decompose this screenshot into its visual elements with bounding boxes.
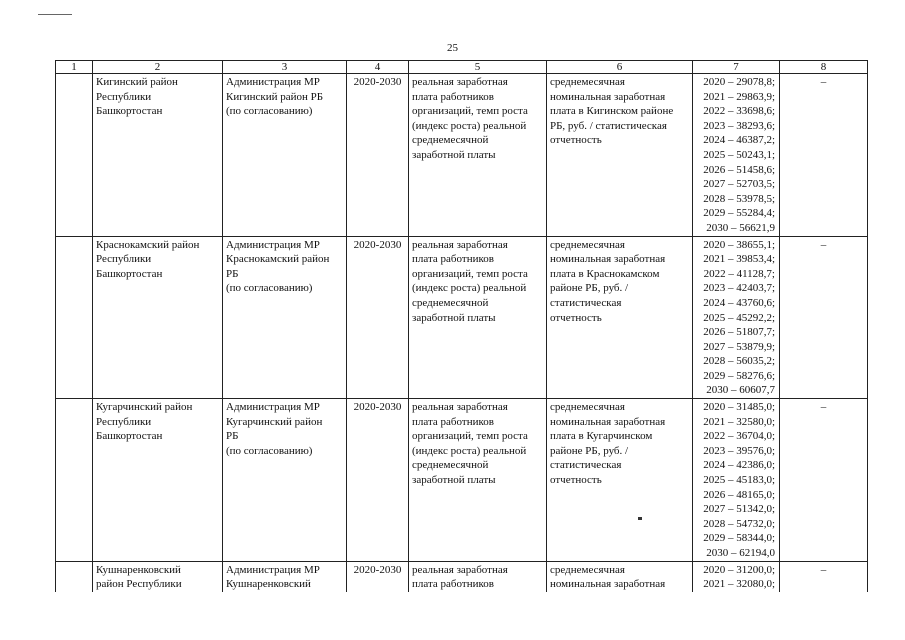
target-value: 2026 – 48165,0; (703, 488, 775, 501)
measure-line: плата в Кигинском районе (550, 105, 674, 118)
target-value: 2027 – 52703,5; (703, 178, 775, 191)
measure-line: среднемесячная (550, 76, 625, 88)
column-header: 2 (93, 61, 223, 74)
targets-cell (693, 561, 780, 592)
measure-line: плата в Кугарчинском (550, 430, 653, 443)
district-line: Башкортостан (96, 430, 163, 443)
target-value: 2027 – 51342,0; (703, 503, 775, 516)
target-value: 2028 – 53978,5; (703, 192, 775, 205)
target-value: 2020 – 29078,8; (703, 76, 775, 88)
measure-line: среднемесячная (550, 563, 625, 576)
targets-cell (693, 74, 780, 237)
district-cell (93, 236, 223, 399)
indicator-line: плата работников (412, 90, 494, 103)
indicator-line: (индекс роста) реальной (412, 119, 527, 132)
note-cell: – (780, 561, 868, 592)
district-line: район Республики (96, 578, 182, 591)
measure-line: отчетность (550, 134, 602, 147)
target-value: 2030 – 56621,9 (706, 221, 775, 234)
executor-line: (по согласованию) (226, 105, 313, 118)
period-cell: 2020-2030 (347, 399, 409, 562)
column-header: 7 (693, 61, 780, 74)
indicator-line: среднемесячной (412, 296, 489, 309)
target-value: 2029 – 58344,0; (703, 532, 775, 545)
executor-line: Кигинский район РБ (226, 90, 324, 103)
district-line: Башкортостан (96, 267, 163, 280)
indicator-line: реальная заработная (412, 401, 508, 414)
indicator-line: организаций, темп роста (412, 267, 528, 280)
measure-line: районе РБ, руб. / (550, 444, 629, 457)
target-value: 2030 – 60607,7 (706, 384, 775, 397)
measure-line: среднемесячная (550, 401, 625, 414)
district-line: Республики (96, 253, 152, 266)
target-value: 2025 – 45292,2; (703, 311, 775, 324)
column-header: 3 (223, 61, 347, 74)
indicator-line: организаций, темп роста (412, 105, 528, 118)
target-value: 2029 – 58276,6; (703, 369, 775, 382)
executor-cell (223, 561, 347, 592)
target-value: 2022 – 33698,6; (703, 105, 775, 118)
measure-line: номинальная заработная (550, 253, 666, 266)
column-header: 5 (409, 61, 547, 74)
indicator-line: заработной платы (412, 474, 496, 487)
target-value: 2021 – 39853,4; (703, 253, 775, 266)
executor-cell (223, 399, 347, 562)
row-number-cell (56, 561, 93, 592)
executor-line: Кушнаренковский (226, 578, 311, 591)
district-line: Краснокамский район (96, 238, 200, 251)
indicator-cell (409, 74, 547, 237)
district-line: Республики (96, 90, 152, 103)
target-value: 2020 – 38655,1; (703, 238, 775, 251)
executor-line: Администрация МР (226, 563, 320, 576)
district-line: Республики (96, 415, 152, 428)
measure-line: номинальная заработная (550, 578, 666, 591)
indicator-line: реальная заработная (412, 563, 508, 576)
target-value: 2025 – 50243,1; (703, 148, 775, 161)
header-row (56, 61, 868, 74)
target-value: 2021 – 32080,0; (703, 578, 775, 591)
target-value: 2020 – 31485,0; (703, 401, 775, 414)
target-value: 2023 – 39576,0; (703, 444, 775, 457)
program-table (55, 60, 868, 592)
table-row (56, 561, 868, 592)
indicator-line: плата работников (412, 578, 494, 591)
indicator-line: реальная заработная (412, 76, 508, 88)
scan-artifact-dot (638, 517, 642, 520)
column-header: 6 (547, 61, 693, 74)
target-value: 2022 – 41128,7; (703, 267, 775, 280)
table-row (56, 236, 868, 399)
indicator-line: организаций, темп роста (412, 430, 528, 443)
target-value: 2024 – 43760,6; (703, 296, 775, 309)
target-value: 2020 – 31200,0; (703, 563, 775, 576)
executor-cell (223, 236, 347, 399)
measure-cell (547, 399, 693, 562)
target-value: 2028 – 54732,0; (703, 517, 775, 530)
indicator-line: реальная заработная (412, 238, 508, 251)
district-line: Кушнаренковский (96, 563, 181, 576)
indicator-line: среднемесячной (412, 134, 489, 147)
indicator-line: заработной платы (412, 311, 496, 324)
column-header: 4 (347, 61, 409, 74)
indicator-line: плата работников (412, 253, 494, 266)
district-cell (93, 561, 223, 592)
column-header: 1 (56, 61, 93, 74)
period-cell: 2020-2030 (347, 561, 409, 592)
column-header: 8 (780, 61, 868, 74)
target-value: 2028 – 56035,2; (703, 355, 775, 368)
targets-cell (693, 399, 780, 562)
indicator-line: (индекс роста) реальной (412, 444, 527, 457)
measure-line: отчетность (550, 474, 602, 487)
executor-line: Администрация МР (226, 238, 320, 251)
target-value: 2029 – 55284,4; (703, 207, 775, 220)
executor-cell (223, 74, 347, 237)
row-number-cell (56, 399, 93, 562)
district-line: Кигинский район (96, 76, 178, 88)
note-cell: – (780, 399, 868, 562)
executor-line: Администрация МР (226, 76, 320, 88)
target-value: 2024 – 42386,0; (703, 459, 775, 472)
target-value: 2025 – 45183,0; (703, 474, 775, 487)
executor-line: РБ (226, 267, 239, 280)
period-cell: 2020-2030 (347, 236, 409, 399)
target-value: 2021 – 29863,9; (703, 90, 775, 103)
targets-cell (693, 236, 780, 399)
executor-line: Администрация МР (226, 401, 320, 414)
measure-line: номинальная заработная (550, 415, 666, 428)
target-value: 2027 – 53879,9; (703, 340, 775, 353)
district-line: Кугарчинский район (96, 401, 193, 414)
scan-artifact-line (38, 14, 72, 15)
measure-line: отчетность (550, 311, 602, 324)
measure-line: плата в Краснокамском (550, 267, 660, 280)
target-value: 2023 – 38293,6; (703, 119, 775, 132)
district-cell (93, 74, 223, 237)
indicator-cell (409, 236, 547, 399)
indicator-cell (409, 399, 547, 562)
indicator-line: (индекс роста) реальной (412, 282, 527, 295)
measure-cell (547, 74, 693, 237)
indicator-cell (409, 561, 547, 592)
district-cell (93, 399, 223, 562)
indicator-line: среднемесячной (412, 459, 489, 472)
page-number: 25 (447, 42, 458, 54)
target-value: 2022 – 36704,0; (703, 430, 775, 443)
target-value: 2026 – 51807,7; (703, 326, 775, 339)
measure-line: РБ, руб. / статистическая (550, 119, 667, 132)
measure-line: среднемесячная (550, 238, 625, 251)
note-cell: – (780, 236, 868, 399)
executor-line: Кугарчинский район (226, 415, 323, 428)
measure-line: статистическая (550, 459, 622, 472)
target-value: 2030 – 62194,0 (706, 547, 775, 559)
row-number-cell (56, 236, 93, 399)
target-value: 2024 – 46387,2; (703, 134, 775, 147)
target-value: 2026 – 51458,6; (703, 163, 775, 176)
measure-line: статистическая (550, 296, 622, 309)
executor-line: Краснокамский район (226, 253, 330, 266)
row-number-cell (56, 74, 93, 237)
executor-line: РБ (226, 430, 239, 443)
target-value: 2021 – 32580,0; (703, 415, 775, 428)
measure-line: районе РБ, руб. / (550, 282, 629, 295)
target-value: 2023 – 42403,7; (703, 282, 775, 295)
table-row (56, 74, 868, 237)
measure-cell (547, 236, 693, 399)
district-line: Башкортостан (96, 105, 163, 118)
measure-cell (547, 561, 693, 592)
executor-line: (по согласованию) (226, 282, 313, 295)
indicator-line: заработной платы (412, 148, 496, 161)
table-row (56, 399, 868, 562)
executor-line: (по согласованию) (226, 444, 313, 457)
indicator-line: плата работников (412, 415, 494, 428)
period-cell: 2020-2030 (347, 74, 409, 237)
measure-line: номинальная заработная (550, 90, 666, 103)
note-cell: – (780, 74, 868, 237)
